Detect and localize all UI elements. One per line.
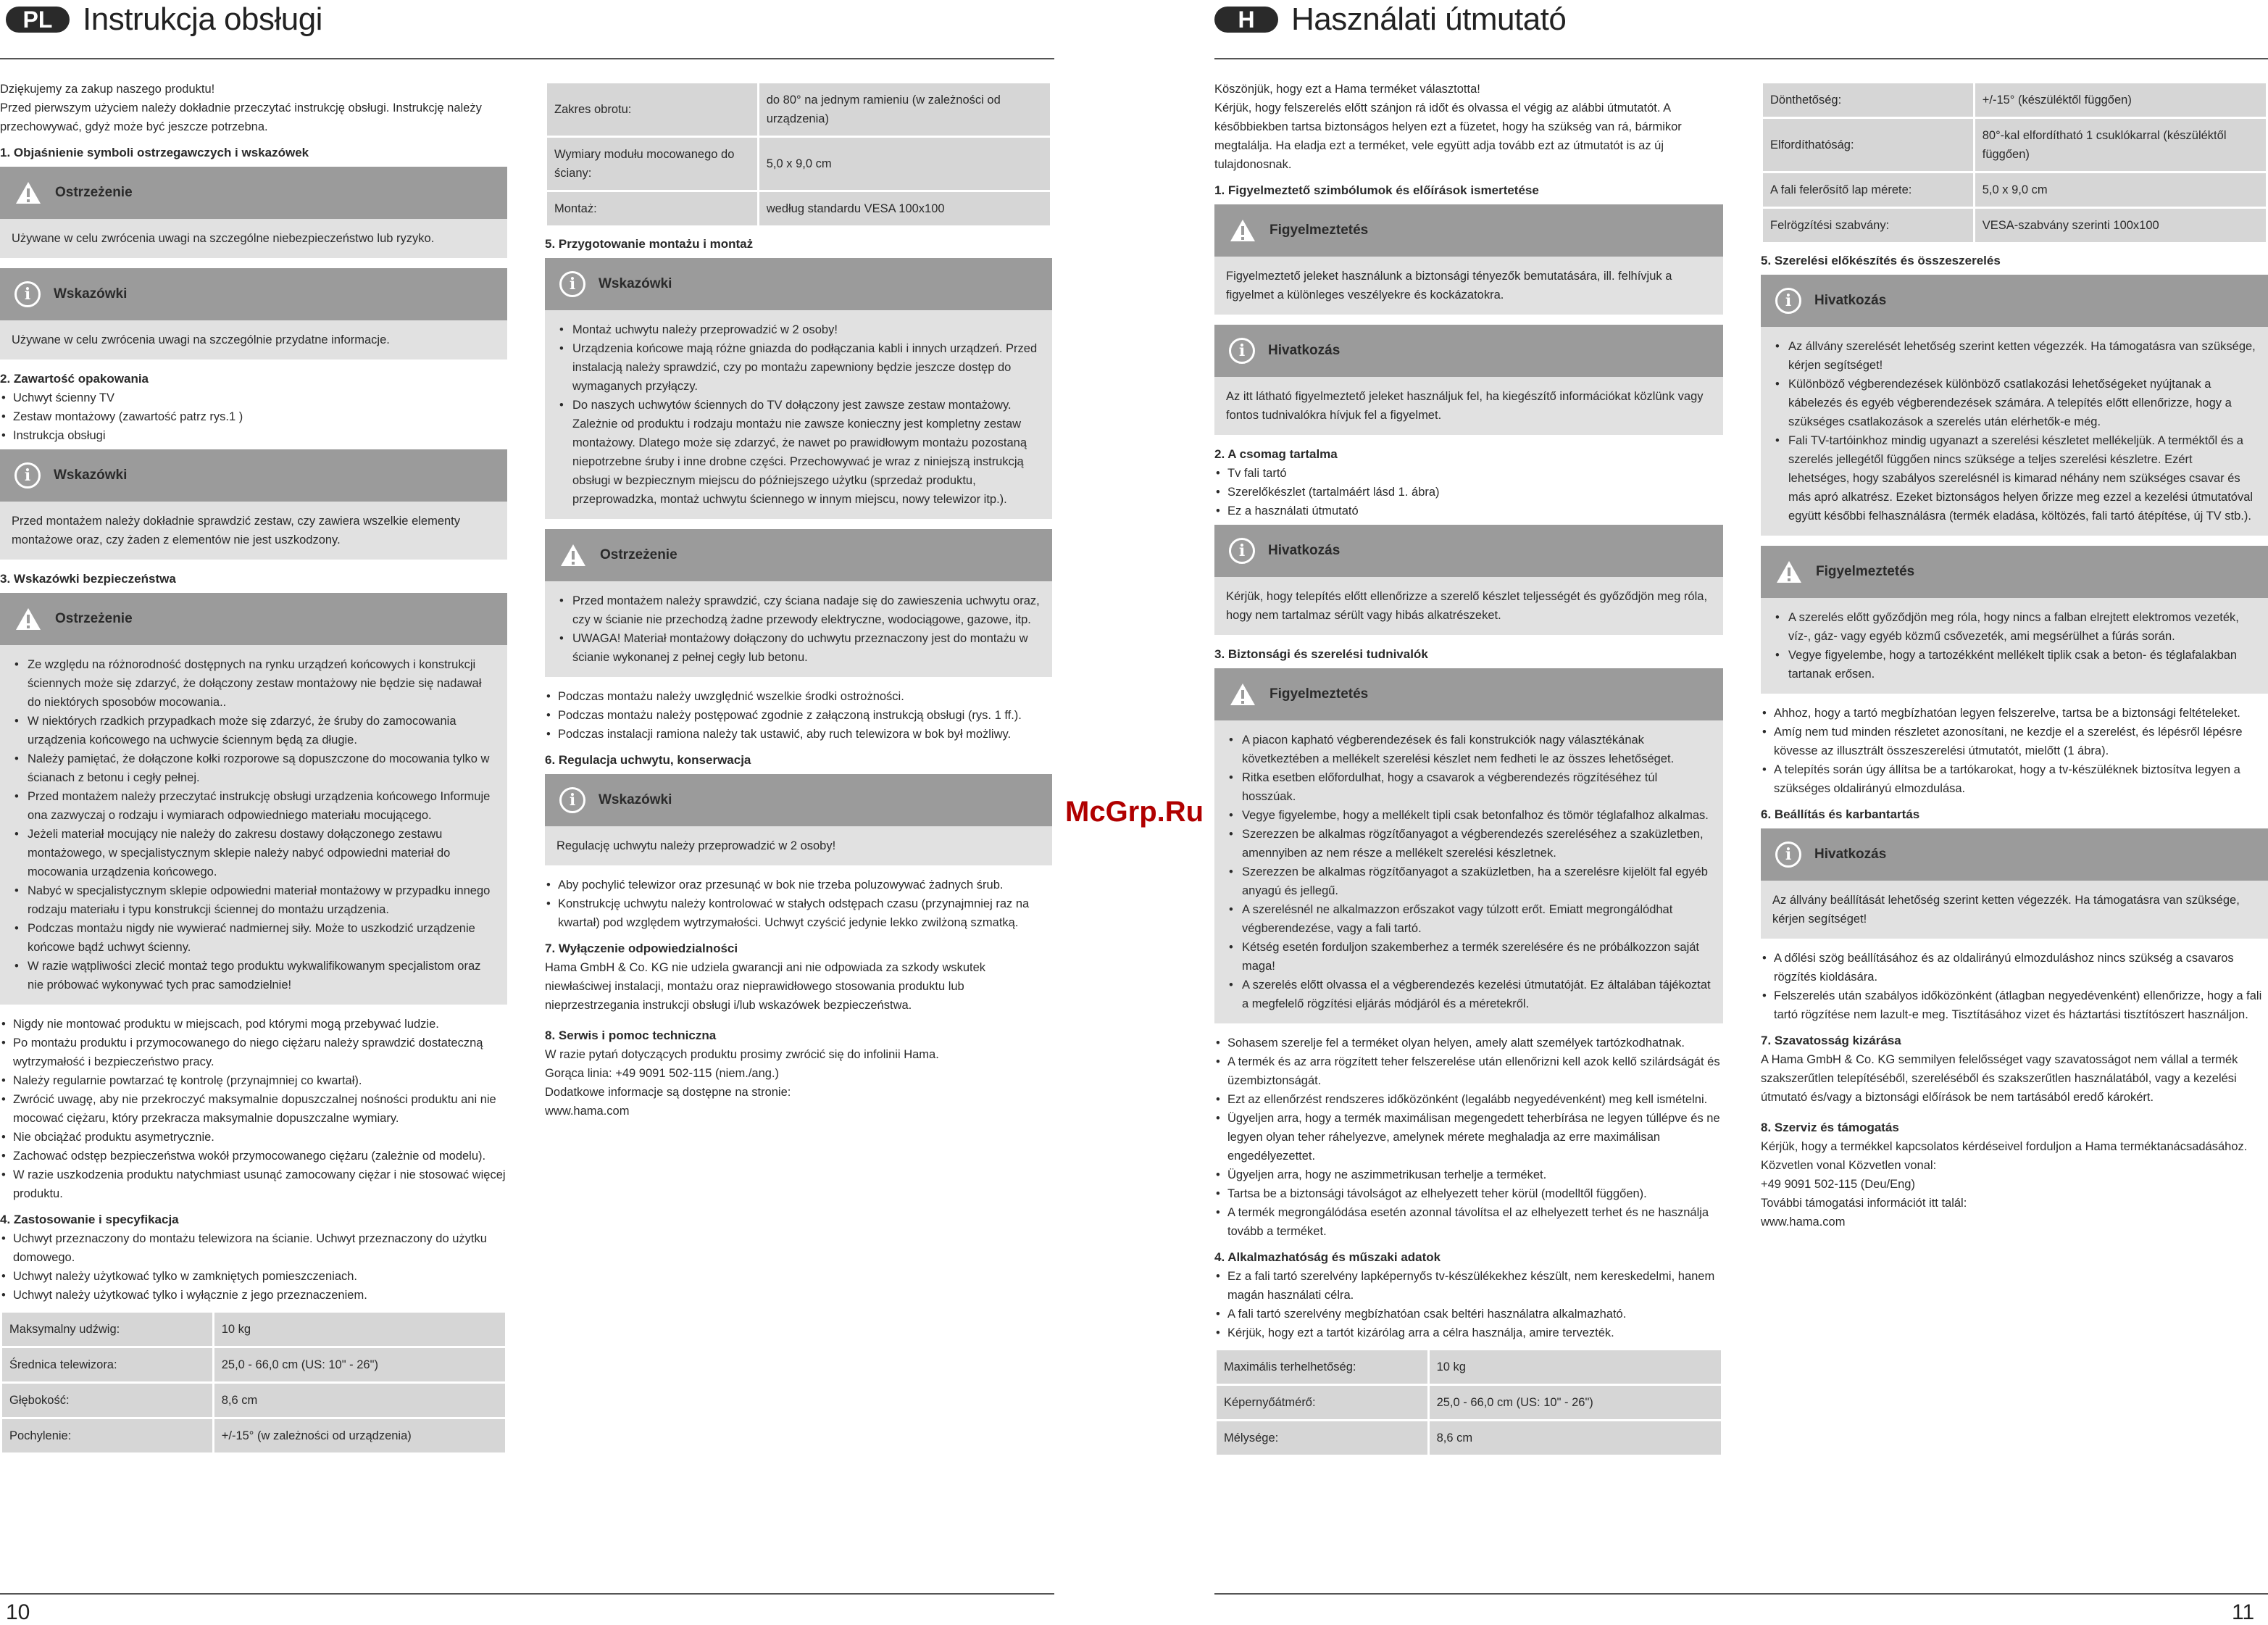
list-item: • Ügyeljen arra, hogy a termék maximálisan megengedett teherbírása ne legyen túllépve és ne legyen olyan teher ráhelyezve, amelynek mérete meghaladja az erre maximálisan engedélyezettet.: [1214, 1109, 1723, 1165]
list-item: • Tartsa be a biztonsági távolságot az elhelyezett teher körül (modelltől függően).: [1214, 1184, 1723, 1203]
hu-s6-note-box: [1761, 828, 2268, 939]
list-item: • Kétség esetén forduljon szakemberhez a termék szerelésére és ne próbálkozzon saját maga!: [1226, 938, 1712, 976]
warning-icon: [14, 180, 42, 205]
list-item: • Nigdy nie montować produktu w miejscach, pod którymi mogą przebywać ludzie.: [0, 1015, 507, 1034]
pl-s4-list: [0, 1229, 507, 1305]
hu-page-title: Használati útmutató: [1291, 1, 1567, 37]
hu-s2-list: [1214, 464, 1723, 520]
pl-header: [6, 1, 322, 38]
pl-s3-list: [0, 1015, 507, 1203]
pl-s5-list: [545, 687, 1052, 744]
list-item: • A telepítés során úgy állítsa be a tartókarokat, hogy a tv-készüléknek biztosítva legyen a szükséges oldalirányú elmozdulása.: [1761, 760, 2268, 798]
list-item: • Montaż uchwytu należy przeprowadzić w 2 osoby!: [556, 320, 1041, 339]
hu-s8-line: Kérjük, hogy a termékkel kapcsolatos kérdéseivel forduljon a Hama terméktanácsadásához.: [1761, 1140, 2248, 1153]
note-label: Hivatkozás: [1814, 847, 1887, 862]
pl-s3-warning-box: [0, 593, 507, 1005]
list-item: • Szerelőkészlet (tartalmáért lásd 1. ábra): [1214, 483, 1723, 502]
info-icon: i: [1229, 338, 1255, 364]
list-item: • Ezt az ellenőrzést rendszeres időközönként (legalább negyedévenként) meg kell ismételni.: [1214, 1090, 1723, 1109]
hu-s8-line: További támogatási információt itt talál:: [1761, 1197, 1967, 1210]
hu-column-1: [1214, 80, 1723, 1463]
list-item: • Podczas instalacji ramiona należy tak ustawić, aby ruch telewizora w bok był możliwy.: [545, 725, 1052, 744]
hu-s3-warning-box: [1214, 668, 1723, 1023]
list-item: • Ze względu na różnorodność dostępnych na rynku urządzeń końcowych i konstrukcji ściennych może się zdarzyć, że dołączony zestaw montażowy nie będzie się nadawał do niektórych sposobów mocowania..: [12, 655, 496, 712]
note-label: Wskazówki: [54, 286, 128, 302]
pl-spec-table-1: [0, 1310, 507, 1455]
hu-s7-heading: 7. Szavatosság kizárása: [1761, 1034, 1901, 1047]
table-row: Elfordíthatóság: 80°-kal elfordítható 1 csuklókarral (készüléktől függően): [1762, 118, 2267, 173]
pl-s1-note-text: Używane w celu zwrócenia uwagi na szczególnie przydatne informacje.: [0, 320, 507, 360]
warning-label: Ostrzeżenie: [600, 547, 678, 562]
list-item: • Különböző végberendezések különböző csatlakozási lehetőségeket nyújtanak a kábelezés és egyéb végberendezések számára. A telepítés előtt ellenőrizze, hogy a szükséges csatlakozások a szerelés után elérhetők-e még.: [1772, 375, 2256, 431]
table-row: Średnica telewizora: 25,0 - 66,0 cm (US: 10" - 26"): [1, 1347, 506, 1383]
warning-icon: [1229, 218, 1256, 243]
pl-s5-warning-box: [545, 529, 1052, 677]
pl-s1-heading: 1. Objaśnienie symboli ostrzegawczych i wskazówek: [0, 146, 309, 159]
list-item: • Ez a fali tartó szerelvény lapképernyős tv-készülékekhez készült, nem kereskedelmi, hanem magán használati célra.: [1214, 1267, 1723, 1305]
hu-s6-list: [1761, 949, 2268, 1024]
hu-s8-url[interactable]: www.hama.com: [1761, 1215, 1846, 1229]
note-label: Wskazówki: [54, 467, 128, 483]
pl-s6-note-text: Regulację uchwytu należy przeprowadzić w 2 osoby!: [545, 826, 1052, 865]
list-item: • Należy regularnie powtarzać tę kontrolę (przynajmniej co kwartał).: [0, 1071, 507, 1090]
list-item: • A szerelés előtt olvassa el a végberendezés kezelési útmutatóját. Ez általában tájékoztat a megfelelő rögzítési eljárás módjáról és a méretekről.: [1226, 976, 1712, 1013]
list-item: • Fali TV-tartóinkhoz mindig ugyanazt a szerelési készletet mellékeljük. A terméktől és a szerelés jellegétől függően nincs szüksége a teljes szerelési készletre. Ezért lehetséges, hogy szabályos szerelésnél is kimarad néhány nem szükséges csavar és más apró alkatrész. Ezeket biztonságos helyen őrizze meg ezzel a kezelési útmutatóval együtt későbbi felhasználásra (termék eladása, költözés, fali tartó átépítése, új TV stb.).: [1772, 431, 2256, 525]
table-row: A fali felerősítő lap mérete: 5,0 x 9,0 cm: [1762, 173, 2267, 208]
hu-s4-heading: 4. Alkalmazhatóság és műszaki adatok: [1214, 1250, 1441, 1264]
pl-column-2: [545, 75, 1052, 1121]
pl-s6-note-box: [545, 774, 1052, 865]
table-row: Képernyőátmérő: 25,0 - 66,0 cm (US: 10" - 26"): [1216, 1385, 1722, 1421]
list-item: • Sohasem szerelje fel a terméket olyan helyen, amely alatt személyek tartózkodhatnak.: [1214, 1034, 1723, 1052]
list-item: • Szerezzen be alkalmas rögzítőanyagot a végberendezés szereléséhez a szaküzletben, amennyiben az nem része a mellékelt szerelési készletnek.: [1226, 825, 1712, 863]
list-item: • W niektórych rzadkich przypadkach może się zdarzyć, że śruby do zamocowania urządzenia końcowego na uchwycie ściennym będą za długie.: [12, 712, 496, 749]
pl-s2-heading: 2. Zawartość opakowania: [0, 372, 149, 386]
hu-top-rule: [1214, 58, 2268, 59]
list-item: • Urządzenia końcowe mają różne gniazda do podłączania kabli i innych urządzeń. Przed instalacją należy sprawdzić, czy po montażu zapewniony będzie jeszcze dostęp do wymaganych przyłączy.: [556, 339, 1041, 396]
pl-s8-heading: 8. Serwis i pomoc techniczna: [545, 1028, 717, 1042]
list-item: • Do naszych uchwytów ściennych do TV dołączony jest zawsze zestaw montażowy. Zależnie od produktu i rodzaju montażu nie zawsze konieczny jest kompletny zestaw montażowy. Dlatego może się zdarzyć, że nawet po prawidłowym montażu pozostaną niepotrzebne śruby i inne drobne części. Przechowywać je wraz z niniejszą instrukcją obsługi w bezpiecznym miejscu do późniejszego użytku (sprzedaż produktu, przeprowadzka, montaż uchwytu ściennego w innym miejscu, nowy telewizor itp.).: [556, 396, 1041, 509]
note-label: Hivatkozás: [1814, 293, 1887, 308]
table-row: Mélysége: 8,6 cm: [1216, 1421, 1722, 1456]
list-item: • Tv fali tartó: [1214, 464, 1723, 483]
table-row: Felrögzítési szabvány: VESA-szabvány szerinti 100x100: [1762, 208, 2267, 244]
pl-s2-note-box: [0, 449, 507, 560]
pl-s2-note-text: Przed montażem należy dokładnie sprawdzić zestaw, czy zawiera wszelkie elementy montażowe oraz, czy żaden z elementów nie jest uszkodzony.: [0, 502, 507, 560]
pl-s1-warning-box: [0, 167, 507, 258]
pl-s8-line: W razie pytań dotyczących produktu prosimy zwrócić się do infolinii Hama.: [545, 1048, 939, 1061]
list-item: • Vegye figyelembe, hogy a tartozékként mellékelt tiplik csak a beton- és téglafalakban tartanak erősen.: [1772, 646, 2256, 683]
hu-s5-heading: 5. Szerelési előkészítés és összeszerelés: [1761, 254, 2001, 267]
hu-s1-note-box: [1214, 325, 1723, 435]
list-item: • Uchwyt należy użytkować tylko i wyłącznie z jego przeznaczeniem.: [0, 1286, 507, 1305]
hu-s1-heading: 1. Figyelmeztető szimbólumok és előírások ismertetése: [1214, 183, 1539, 197]
hu-s6-heading: 6. Beállítás és karbantartás: [1761, 807, 1920, 821]
list-item: • Vegye figyelembe, hogy a mellékelt tipli csak betonfalhoz és tömör téglafalhoz alkalmas.: [1226, 806, 1712, 825]
list-item: • A fali tartó szerelvény megbízhatóan csak beltéri használatra alkalmazható.: [1214, 1305, 1723, 1323]
warning-icon: [14, 607, 42, 631]
pl-top-rule: [0, 58, 1054, 59]
list-item: • Ez a használati útmutató: [1214, 502, 1723, 520]
hu-page-number: 11: [2232, 1600, 2255, 1624]
list-item: • A szerelés előtt győződjön meg róla, hogy nincs a falban elrejtett elektromos vezeték, víz-, gáz- vagy egyéb közmű csővezeték, ami megsérülhet a fúrás során.: [1772, 608, 2256, 646]
info-icon: i: [559, 787, 585, 813]
list-item: • Jeżeli materiał mocujący nie należy do zakresu dostawy dołączonego zestawu montażowego, w specjalistycznym sklepie należy nabyć odpowiedni materiał do mocowania urządzenia końcowego.: [12, 825, 496, 881]
note-label: Wskazówki: [599, 276, 672, 291]
warning-icon: [1775, 560, 1803, 584]
warning-label: Ostrzeżenie: [55, 185, 133, 200]
info-icon: i: [1775, 841, 1801, 868]
hu-s1-note-text: Az itt látható figyelmeztető jeleket használjuk fel, ha kiegészítő információkat közlünk vagy fontos tudnivalókra hívjuk fel a figyelmet.: [1214, 377, 1723, 435]
list-item: • Az állvány szerelését lehetőség szerint ketten végezzék. Ha támogatásra van szüksége, kérjen segítséget!: [1772, 337, 2256, 375]
list-item: • Ahhoz, hogy a tartó megbízhatóan legyen felszerelve, tartsa be a biztonsági feltételeket.: [1761, 704, 2268, 723]
table-row: Głębokość: 8,6 cm: [1, 1383, 506, 1418]
info-icon: i: [14, 462, 41, 489]
list-item: • Po montażu produktu i przymocowanego do niego ciężaru należy sprawdzić dostateczną wytrzymałość i bezpieczeństwo pracy.: [0, 1034, 507, 1071]
warning-icon: [559, 543, 587, 568]
note-label: Wskazówki: [599, 792, 672, 807]
info-icon: i: [1775, 288, 1801, 314]
hu-s1-warning-text: Figyelmeztető jeleket használunk a biztonsági tényezők bemutatására, ill. felhívjuk a figyelmet a különleges veszélyekre és kockázatokra.: [1214, 257, 1723, 315]
hu-intro-1: Köszönjük, hogy ezt a Hama terméket választotta!: [1214, 83, 1480, 96]
warning-label: Figyelmeztetés: [1270, 686, 1369, 702]
pl-s5-note-box: [545, 258, 1052, 519]
table-row: Maksymalny udźwig: 10 kg: [1, 1312, 506, 1347]
hu-column-2: [1761, 75, 2268, 1231]
list-item: • Zwrócić uwagę, aby nie przekroczyć maksymalnie dopuszczalnej nośności produktu ani nie mocować ciężaru, który przekracza maksymalnie dopuszczalne wymiary.: [0, 1090, 507, 1128]
list-item: • Zestaw montażowy (zawartość patrz rys.1 ): [0, 407, 507, 426]
list-item: • Przed montażem należy sprawdzić, czy ściana nadaje się do zawieszenia uchwytu oraz, czy w ścianie nie przechodzą żadne przewody elektryczne, wodociągowe, gazowe, itp.: [556, 591, 1041, 629]
pl-s2-list: [0, 388, 507, 445]
list-item: • Ritka esetben előfordulhat, hogy a csavarok a végberendezés rögzítéséhez túl hosszúak.: [1226, 768, 1712, 806]
pl-s4-heading: 4. Zastosowanie i specyfikacja: [0, 1213, 179, 1226]
list-item: • Nabyć w specjalistycznym sklepie odpowiedni materiał montażowy w przypadku innego rodzaju materiału i typu konstrukcji ściennej do montażu urządzenia.: [12, 881, 496, 919]
hu-s2-note-box: [1214, 525, 1723, 635]
pl-s1-note-box: [0, 268, 507, 360]
hu-s6-note-text: Az állvány beállítását lehetőség szerint ketten végezzék. Ha támogatásra van szüksége, kérjen segítséget!: [1761, 881, 2268, 939]
list-item: • Uchwyt należy użytkować tylko w zamkniętych pomieszczeniach.: [0, 1267, 507, 1286]
list-item: • A piacon kapható végberendezések és fali konstrukciók nagy választékának következtében a mellékelt szerelési készlet nem fedheti le az összes lehetőséget.: [1226, 731, 1712, 768]
list-item: • Przed montażem należy przeczytać instrukcję obsługi urządzenia końcowego Informuje ona zazwyczaj o rodzaju i wymiarach odpowiedniego materiału mocującego.: [12, 787, 496, 825]
list-item: • Zachować odstęp bezpieczeństwa wokół przymocowanego ciężaru (zależnie od modelu).: [0, 1147, 507, 1165]
list-item: • Podczas montażu nigdy nie wywierać nadmiernej siły. Może to uszkodzić urządzenie końcowe bądź uchwyt ścienny.: [12, 919, 496, 957]
pl-s8-line: Dodatkowe informacje są dostępne na stronie:: [545, 1086, 791, 1099]
list-item: • Uchwyt przeznaczony do montażu telewizora na ścianie. Uchwyt przeznaczony do użytku domowego.: [0, 1229, 507, 1267]
hu-bottom-rule: [1214, 1593, 2268, 1595]
list-item: • Ügyeljen arra, hogy ne aszimmetrikusan terhelje a terméket.: [1214, 1165, 1723, 1184]
hu-s1-warning-box: [1214, 204, 1723, 315]
warning-icon: [1229, 682, 1256, 707]
pl-language-badge: PL: [6, 7, 70, 33]
pl-s8-line: Gorąca linia: +49 9091 502-115 (niem./ang.): [545, 1067, 780, 1080]
pl-intro-2: Przed pierwszym użyciem należy dokładnie przeczytać instrukcję obsługi. Instrukcję należy przechowywać, gdyż może być jeszcze potrzebna.: [0, 101, 482, 133]
pl-s3-heading: 3. Wskazówki bezpieczeństwa: [0, 572, 176, 586]
hu-s4-list: [1214, 1267, 1723, 1342]
list-item: • Konstrukcję uchwytu należy kontrolować w stałych odstępach czasu (przynajmniej raz na kwartał) pod względem wytrzymałości. Uchwyt czyścić jedynie lekko zwilżoną szmatką.: [545, 894, 1052, 932]
pl-s7-heading: 7. Wyłączenie odpowiedzialności: [545, 942, 738, 955]
table-row: Maximális terhelhetőség: 10 kg: [1216, 1350, 1722, 1385]
list-item: • A termék megrongálódása esetén azonnal távolítsa el az elhelyezett terhet és ne használja tovább a terméket.: [1214, 1203, 1723, 1241]
table-row: Wymiary modułu mocowanego do ściany: 5,0 x 9,0 cm: [546, 137, 1051, 191]
hu-intro-2: Kérjük, hogy felszerelés előtt szánjon rá időt és olvassa el végig az alábbi útmutatót. A későbbiekben tartsa biztonságos helyen ezt a füzetet, hogy ha szükség van rá, bármikor megtalálja. Ha eladja ezt a terméket, vele együtt adja tovább ezt az útmutatót is az új tulajdonosnak.: [1214, 101, 1682, 171]
pl-s6-list: [545, 876, 1052, 932]
info-icon: i: [14, 281, 41, 307]
warning-label: Figyelmeztetés: [1816, 564, 1915, 579]
list-item: • A dőlési szög beállításához és az oldalirányú elmozduláshoz nincs szükség a csavaros rögzítés kioldására.: [1761, 949, 2268, 986]
hu-s5-warning-box: [1761, 546, 2268, 694]
hu-s2-note-text: Kérjük, hogy telepítés előtt ellenőrizze a szerelő készlet teljességét és győződjön meg róla, hogy nem tartalmaz sérült vagy hibás alkatrészeket.: [1214, 577, 1723, 635]
list-item: • A szerelésnél ne alkalmazzon erőszakot vagy túlzott erőt. Emiatt megrongálódhat végberendezése, vagy a fali tartó.: [1226, 900, 1712, 938]
watermark: McGrp.Ru: [1065, 796, 1204, 828]
pl-spec-table-2: [545, 81, 1052, 228]
list-item: • Felszerelés után szabályos időközönként (átlagban negyedévenként) ellenőrizze, hogy a fali tartó rögzítése nem lazult-e meg. Tisztításához vizet és háztartási tisztítószert használjon.: [1761, 986, 2268, 1024]
list-item: • Uchwyt ścienny TV: [0, 388, 507, 407]
warning-label: Figyelmeztetés: [1270, 223, 1369, 238]
table-row: Pochylenie: +/-15° (w zależności od urządzenia): [1, 1418, 506, 1454]
hu-s8-heading: 8. Szerviz és támogatás: [1761, 1121, 1899, 1134]
note-label: Hivatkozás: [1268, 343, 1341, 358]
pl-intro-1: Dziękujemy za zakup naszego produktu!: [0, 83, 215, 96]
list-item: • Amíg nem tud minden részletet azonosítani, ne kezdje el a szerelést, és lépésről lépésre kövesse az illusztrált összeszerelési útmutatót, mielőtt (1 ábra).: [1761, 723, 2268, 760]
hu-header: [1214, 1, 1566, 38]
hu-language-badge: H: [1214, 7, 1278, 33]
hu-s3-heading: 3. Biztonsági és szerelési tudnivalók: [1214, 647, 1428, 661]
pl-page-number: 10: [6, 1600, 30, 1624]
hu-spec-table-2: [1761, 81, 2268, 244]
hu-s3-list: [1214, 1034, 1723, 1241]
info-icon: i: [559, 271, 585, 297]
pl-column-1: [0, 80, 507, 1460]
list-item: • Podczas montażu należy postępować zgodnie z załączoną instrukcją obsługi (rys. 1 ff.).: [545, 706, 1052, 725]
hu-s5-list: [1761, 704, 2268, 798]
info-icon: i: [1229, 538, 1255, 564]
pl-s7-text: Hama GmbH & Co. KG nie udziela gwarancji ani nie odpowiada za szkody wskutek niewłaściwej instalacji, montażu oraz nieprawidłowego stosowania produktu lub nieprzestrzegania instrukcji obsługi i/lub wskazówek bezpieczeństwa.: [545, 961, 986, 1012]
pl-s6-heading: 6. Regulacja uchwytu, konserwacja: [545, 753, 751, 767]
list-item: • Kérjük, hogy ezt a tartót kizárólag arra a célra használja, amire tervezték.: [1214, 1323, 1723, 1342]
list-item: • Aby pochylić telewizor oraz przesunąć w bok nie trzeba poluzowywać żadnych śrub.: [545, 876, 1052, 894]
list-item: • Należy pamiętać, że dołączone kołki rozporowe są dopuszczone do mocowania tylko w ścianach z betonu i cegły pełnej.: [12, 749, 496, 787]
list-item: • A termék és az arra rögzített teher felszerelése után ellenőrizni kell azok kellő szilárdságát és üzembiztonságát.: [1214, 1052, 1723, 1090]
hu-spec-table-1: [1214, 1348, 1723, 1457]
list-item: • Szerezzen be alkalmas rögzítőanyagot a szaküzletben, ha a szerelésre kijelölt fal egyéb anyagú és jellegű.: [1226, 863, 1712, 900]
list-item: • Nie obciążać produktu asymetrycznie.: [0, 1128, 507, 1147]
pl-bottom-rule: [0, 1593, 1054, 1595]
hu-s5-note-box: [1761, 275, 2268, 536]
table-row: Dönthetőség: +/-15° (készüléktől függően): [1762, 83, 2267, 118]
list-item: • UWAGA! Materiał montażowy dołączony do uchwytu przeznaczony jest do montażu w ścianie wykonanej z pełnej cegły lub betonu.: [556, 629, 1041, 667]
pl-s8-url[interactable]: www.hama.com: [545, 1105, 630, 1118]
list-item: • Podczas montażu należy uwzględnić wszelkie środki ostrożności.: [545, 687, 1052, 706]
hu-s7-text: A Hama GmbH & Co. KG semmilyen felelősséget vagy szavatosságot nem vállal a termék szakszerűtlen telepítéséből, szereléséből és szakszerűtlen használatából, vagy a kezelési útmutató és/vagy a biztonsági előírások be nem tartásából eredő károkért.: [1761, 1053, 2238, 1104]
pl-page-title: Instrukcja obsługi: [83, 1, 322, 37]
list-item: • W razie wątpliwości zlecić montaż tego produktu wykwalifikowanym specjalistom oraz nie próbować wykonywać tych prac samodzielnie!: [12, 957, 496, 994]
pl-s5-heading: 5. Przygotowanie montażu i montaż: [545, 237, 754, 251]
pl-s1-warning-text: Używane w celu zwrócenia uwagi na szczególne niebezpieczeństwo lub ryzyko.: [0, 219, 507, 258]
hu-s8-line: +49 9091 502-115 (Deu/Eng): [1761, 1178, 1915, 1191]
list-item: • W razie uszkodzenia produktu natychmiast usunąć zamocowany ciężar i nie stosować więcej produktu.: [0, 1165, 507, 1203]
note-label: Hivatkozás: [1268, 543, 1341, 558]
list-item: • Instrukcja obsługi: [0, 426, 507, 445]
table-row: Montaż: według standardu VESA 100x100: [546, 191, 1051, 227]
table-row: Zakres obrotu: do 80° na jednym ramieniu (w zależności od urządzenia): [546, 83, 1051, 137]
warning-label: Ostrzeżenie: [55, 611, 133, 626]
hu-s2-heading: 2. A csomag tartalma: [1214, 447, 1338, 461]
hu-s8-line: Közvetlen vonal Közvetlen vonal:: [1761, 1159, 1937, 1172]
